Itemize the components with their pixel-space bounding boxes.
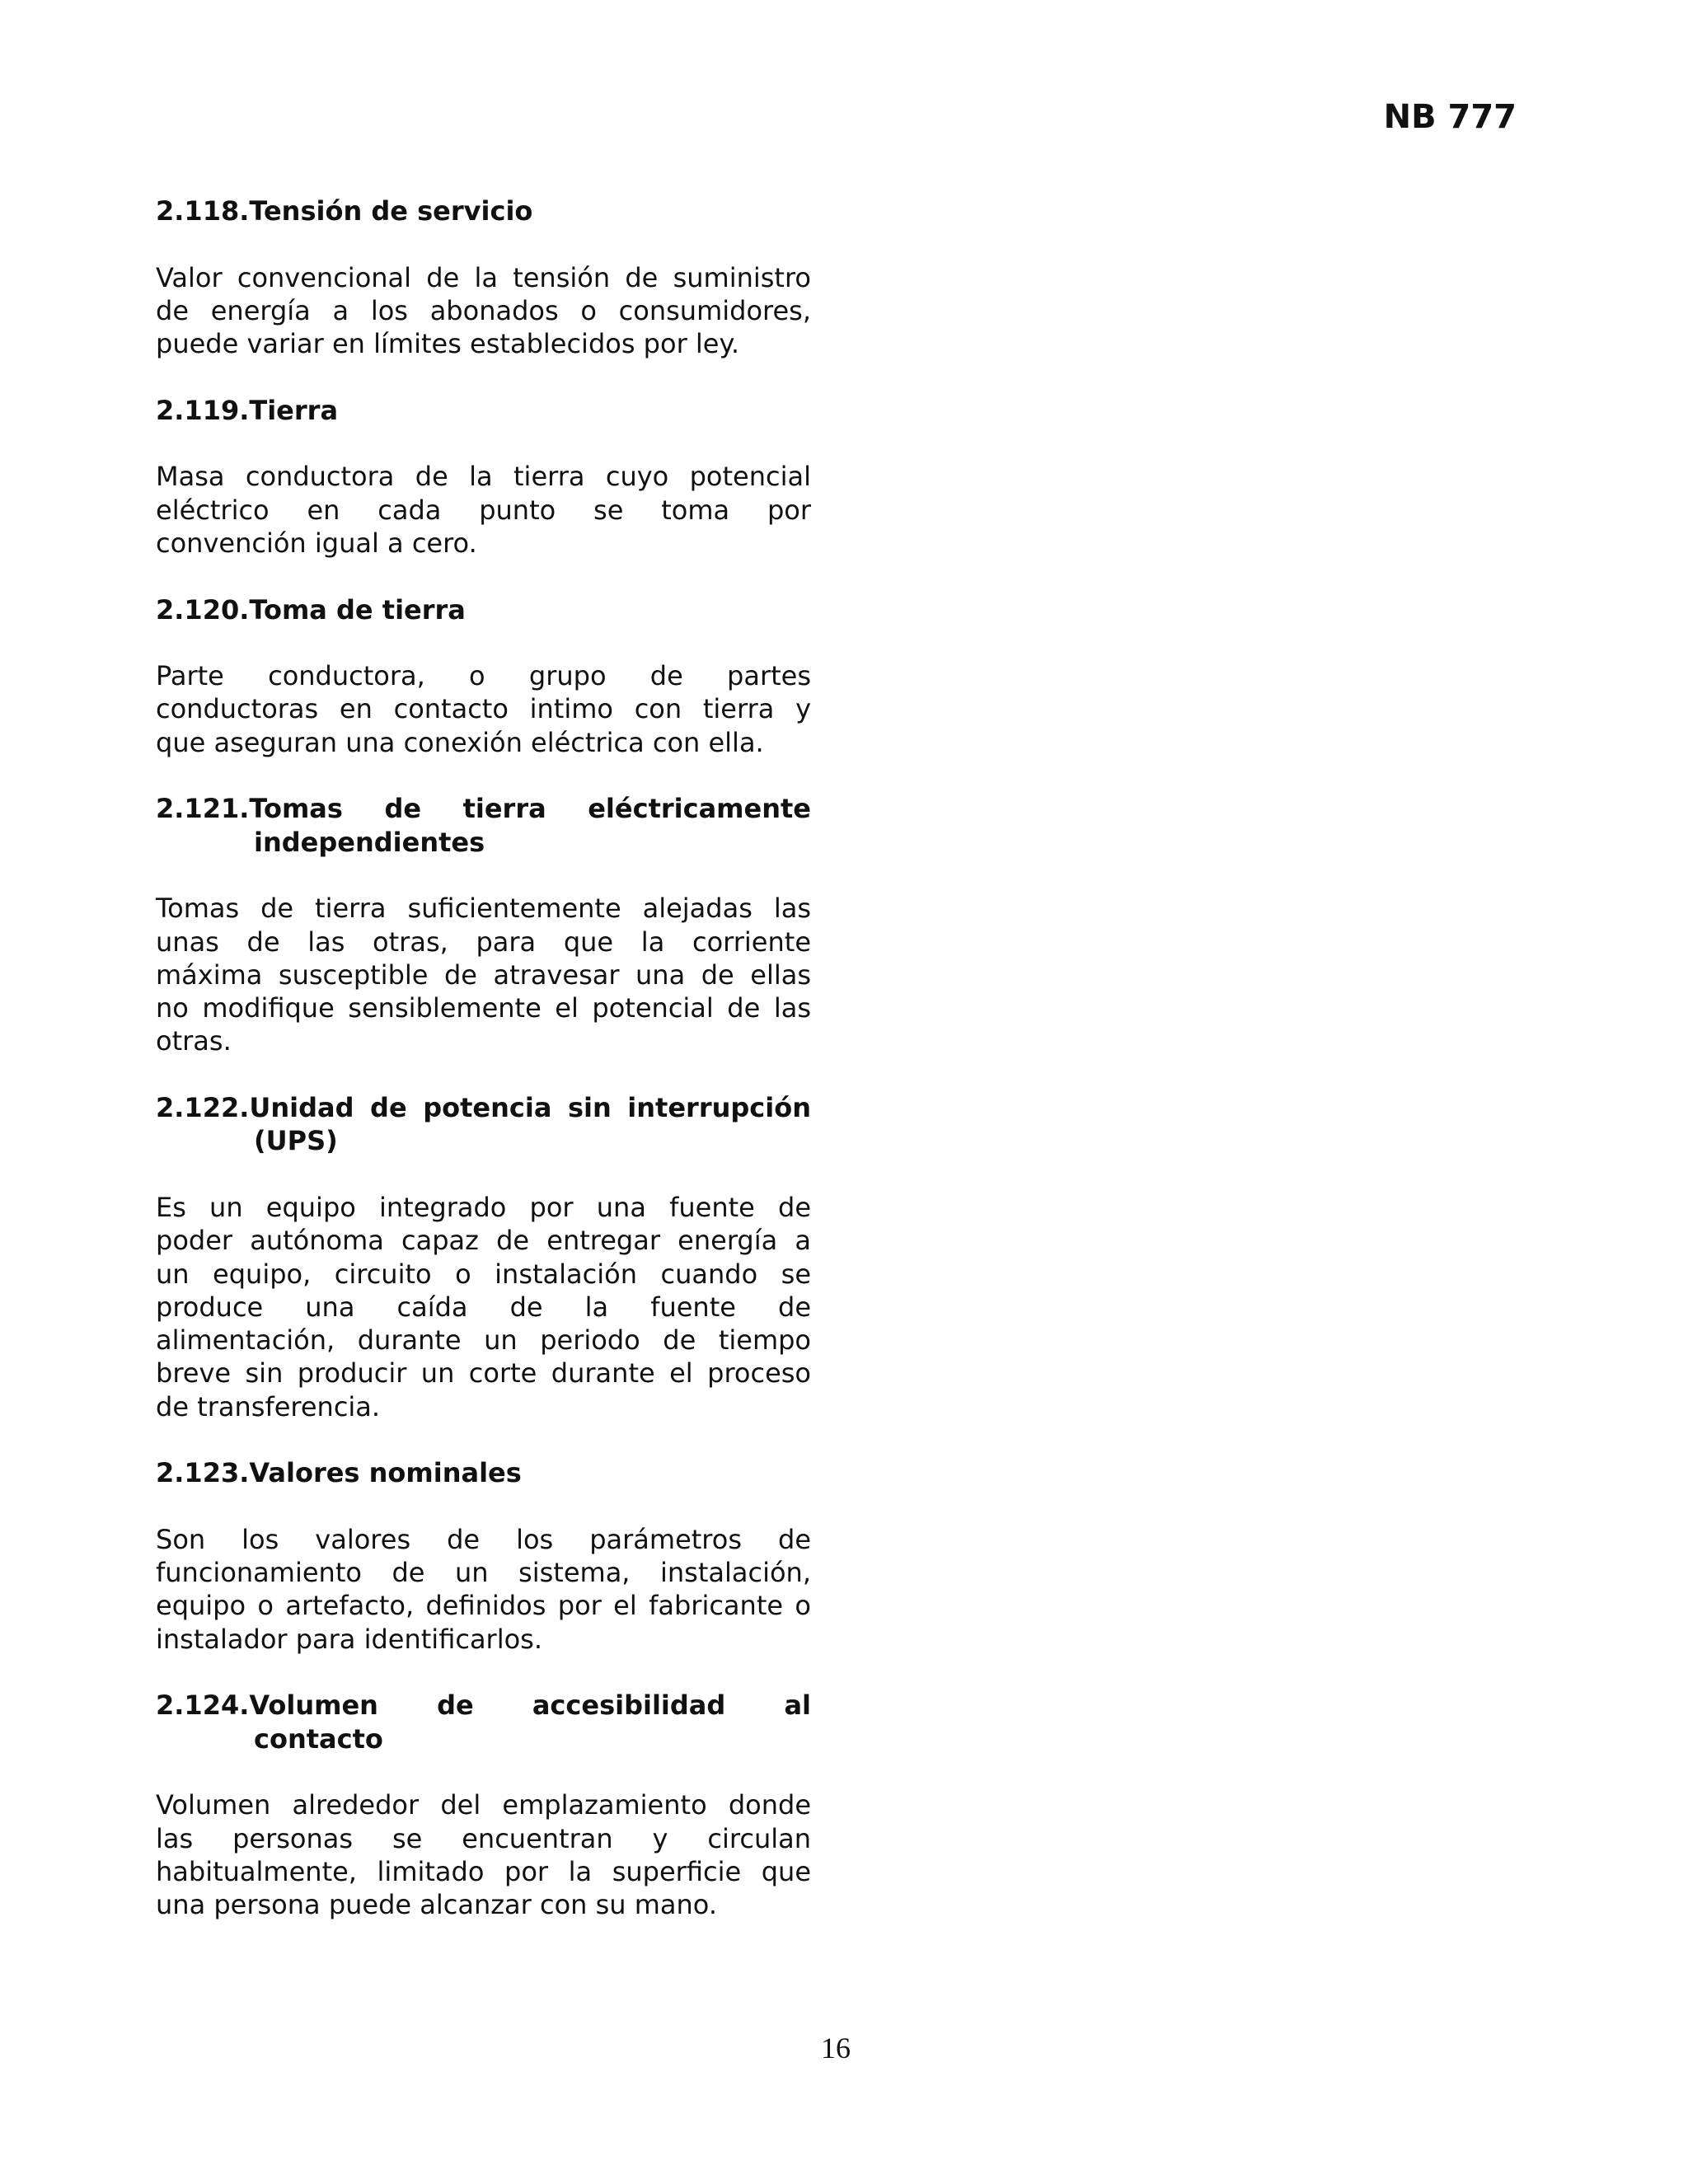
definition-title: Tensión de servicio <box>249 195 533 227</box>
definition-body-line: Es un equipo integrado por una fuente de <box>156 1191 811 1223</box>
definitions-column <box>156 194 811 1955</box>
definition-body-line: Tomas de tierra suficientemente alejadas las <box>156 893 811 925</box>
definition-body-line: eléctrico en cada punto se toma por <box>156 494 811 526</box>
definition-body-line: equipo o artefacto, definidos por el fabricante o <box>156 1590 811 1622</box>
definition-section <box>156 394 811 560</box>
definition-body-line: de energía a los abonados o consumidores, <box>156 294 811 326</box>
definition-number: 2.123. <box>156 1457 250 1489</box>
definition-section <box>156 1456 811 1656</box>
definition-heading-line <box>156 194 811 227</box>
definition-body <box>156 460 811 560</box>
definition-body-line: Son los valores de los parámetros de <box>156 1523 811 1555</box>
definition-title: Volumen de accesibilidad al <box>249 1690 811 1722</box>
definition-body <box>156 261 811 361</box>
definition-body-line: Parte conductora, o grupo de partes <box>156 660 811 692</box>
document-code: NB 777 <box>1383 98 1517 136</box>
definition-body-line: que aseguran una conexión eléctrica con ella. <box>156 726 764 758</box>
definition-body <box>156 1523 811 1656</box>
definition-body-line: conductoras en contacto intimo con tierra y <box>156 693 811 725</box>
definition-body-line: otras. <box>156 1025 232 1057</box>
definition-heading <box>156 1456 811 1489</box>
definition-body-line: de transferencia. <box>156 1390 381 1422</box>
definition-body-line: alimentación, durante un periodo de tiempo <box>156 1324 811 1357</box>
definition-body <box>156 659 811 759</box>
definition-number: 2.124. <box>156 1690 250 1722</box>
definition-body-line: una persona puede alcanzar con su mano. <box>156 1889 717 1921</box>
definition-heading <box>156 792 811 859</box>
definition-body-line: Volumen alrededor del emplazamiento donde <box>156 1789 811 1821</box>
definition-body <box>156 1191 811 1423</box>
definition-body-line: unas de las otras, para que la corriente <box>156 926 811 958</box>
definition-number: 2.119. <box>156 394 250 426</box>
definition-number: 2.118. <box>156 195 250 227</box>
definition-section <box>156 1689 811 1921</box>
definition-section <box>156 792 811 1057</box>
definition-heading-line <box>156 593 811 626</box>
definition-body <box>156 892 811 1057</box>
definition-number: 2.122. <box>156 1092 250 1124</box>
definition-body-line: las personas se encuentran y circulan <box>156 1822 811 1854</box>
definition-body-line: un equipo, circuito o instalación cuando se <box>156 1258 811 1290</box>
definition-section <box>156 194 811 360</box>
definition-body <box>156 1788 811 1921</box>
definition-heading <box>156 1689 811 1755</box>
definition-heading-line <box>156 394 811 427</box>
definition-body-line: poder autónoma capaz de entregar energía a <box>156 1225 811 1257</box>
definition-body-line: produce una caída de la fuente de <box>156 1291 811 1323</box>
definition-body-line: Masa conductora de la tierra cuyo potencial <box>156 461 811 493</box>
definition-title: Valores nominales <box>249 1457 522 1489</box>
definition-number: 2.120. <box>156 593 250 626</box>
definition-body-line: instalador para identificarlos. <box>156 1623 543 1655</box>
definition-heading-line <box>156 1091 811 1124</box>
definition-heading <box>156 593 811 626</box>
definition-title: Tierra <box>249 394 339 426</box>
definition-heading <box>156 194 811 227</box>
definition-heading-line <box>156 1456 811 1489</box>
definition-body-line: funcionamiento de un sistema, instalación, <box>156 1557 811 1589</box>
definition-title-continuation: contacto <box>254 1722 383 1755</box>
definition-title: Toma de tierra <box>249 593 466 626</box>
definition-heading <box>156 394 811 427</box>
definition-title-continuation: (UPS) <box>254 1125 338 1157</box>
definition-section <box>156 1091 811 1423</box>
definition-body-line: máxima susceptible de atravesar una de ellas <box>156 958 811 991</box>
definition-body-line: no modifique sensiblemente el potencial de las <box>156 992 811 1024</box>
definition-title: Unidad de potencia sin interrupción <box>249 1092 811 1124</box>
definition-heading-line <box>156 792 811 825</box>
page-number: 16 <box>821 2032 851 2064</box>
definition-heading <box>156 1091 811 1158</box>
definition-body-line: habitualmente, limitado por la superficie que <box>156 1855 811 1887</box>
definition-title: Tomas de tierra eléctricamente <box>249 793 811 825</box>
definition-body-line: breve sin producir un corte durante el proceso <box>156 1357 811 1390</box>
definition-section <box>156 593 811 759</box>
definition-title-continuation: independientes <box>254 826 485 858</box>
definition-body-line: convención igual a cero. <box>156 527 477 559</box>
definition-number: 2.121. <box>156 793 250 825</box>
definition-body-line: puede variar en límites establecidos por ley. <box>156 328 740 360</box>
definition-heading-line <box>156 1689 811 1722</box>
definition-body-line: Valor convencional de la tensión de suministro <box>156 261 811 293</box>
